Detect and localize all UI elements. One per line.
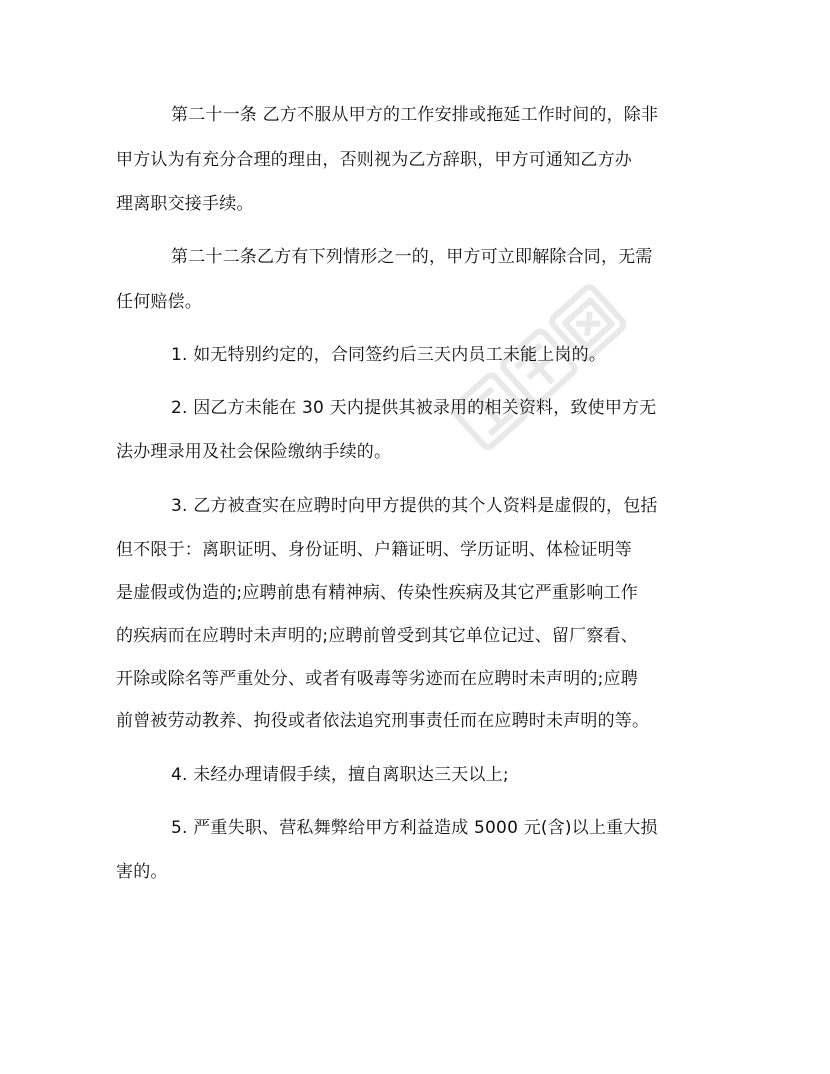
list-item-line: 1. 如无特别约定的，合同签约后三天内员工未能上岗的。 xyxy=(171,345,607,365)
list-item-line: 2. 因乙方未能在 30 天内提供其被录用的相关资料，致使甲方无 xyxy=(171,398,657,418)
watermark-logo xyxy=(430,260,650,480)
list-item-line: 4. 未经办理请假手续，擅自离职达三天以上; xyxy=(171,765,509,785)
list-item-line: 害的。 xyxy=(116,862,168,882)
paragraph-line: 第二十二条乙方有下列情形之一的，甲方可立即解除合同，无需 xyxy=(171,247,653,267)
paragraph-line: 第二十一条 乙方不服从甲方的工作安排或拖延工作时间的，除非 xyxy=(171,105,659,125)
paragraph-line: 理离职交接手续。 xyxy=(116,194,254,214)
list-item-line: 开除或除名等严重处分、或者有吸毒等劣迹而在应聘时未声明的;应聘 xyxy=(116,669,638,689)
list-item-line: 是虚假或伪造的;应聘前患有精神病、传染性疾病及其它严重影响工作 xyxy=(116,583,638,603)
list-item-line: 5. 严重失职、营私舞弊给甲方利益造成 5000 元(含)以上重大损 xyxy=(171,818,658,838)
paragraph-line: 任何赔偿。 xyxy=(116,292,202,312)
paragraph-line: 甲方认为有充分合理的理由，否则视为乙方辞职，甲方可通知乙方办 xyxy=(116,150,632,170)
list-item-line: 的疾病而在应聘时未声明的;应聘前曾受到其它单位记过、留厂察看、 xyxy=(116,626,638,646)
watermark-graphic xyxy=(430,260,650,480)
list-item-line: 但不限于：离职证明、身份证明、户籍证明、学历证明、体检证明等 xyxy=(116,540,632,560)
list-item-line: 3. 乙方被查实在应聘时向甲方提供的其个人资料是虚假的，包括 xyxy=(171,496,658,516)
list-item-line: 法办理录用及社会保险缴纳手续的。 xyxy=(116,442,392,462)
list-item-line: 前曾被劳动教养、拘役或者依法追究刑事责任而在应聘时未声明的等。 xyxy=(116,711,650,731)
